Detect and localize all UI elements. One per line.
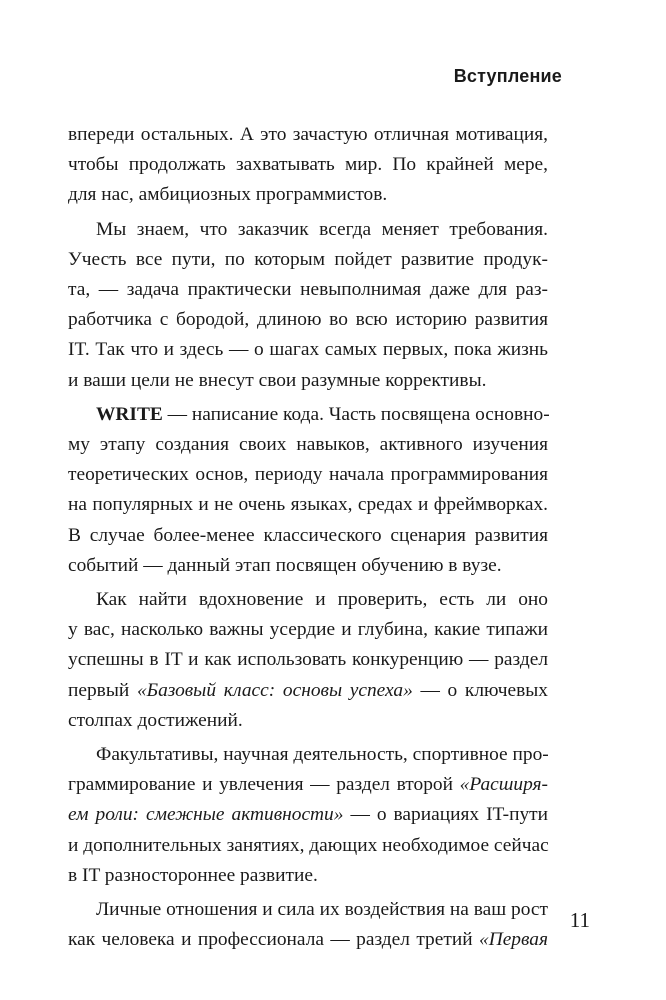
text-line: теоретических основ, периоду начала программирования xyxy=(68,464,548,486)
text-line xyxy=(68,800,548,830)
section-reference: «Расширя- xyxy=(459,774,548,796)
text-line: и ваши цели не внесут свои разумные коррективы. xyxy=(68,369,487,391)
paragraph xyxy=(68,400,548,581)
text-fragment: первый xyxy=(68,679,137,701)
text-line: Личные отношения и сила их воздействия на ваш рост xyxy=(96,899,548,921)
text-line: событий — данный этап посвящен обучению в вузе. xyxy=(68,554,502,576)
section-reference: ем роли: смежные активности» xyxy=(68,804,344,826)
text-line: в IT разностороннее развитие. xyxy=(68,864,318,886)
paragraph xyxy=(68,895,548,955)
text-line xyxy=(68,676,548,706)
body-text xyxy=(68,120,548,955)
section-reference: «Первая xyxy=(479,929,548,951)
text-line: Как найти вдохновение и проверить, есть ли оно xyxy=(96,589,548,611)
text-line: В случае более-менее классического сценария развития xyxy=(68,524,548,546)
text-line: успешны в IT и как использовать конкуренцию — раздел xyxy=(68,649,548,671)
bold-term: WRITE xyxy=(96,403,163,425)
text-line: та, — задача практически невыполнимая даже для раз- xyxy=(68,279,548,301)
text-line: чтобы продолжать захватывать мир. По крайней мере, xyxy=(68,154,548,176)
text-fragment: — написание кода. Часть посвящена основно- xyxy=(162,403,550,425)
text-line xyxy=(68,925,548,955)
paragraph xyxy=(68,585,548,736)
text-line: му этапу создания своих навыков, активного изучения xyxy=(68,434,548,456)
paragraph xyxy=(68,740,548,891)
text-fragment: граммирование и увлечения — раздел второй xyxy=(68,774,460,796)
text-line: у вас, насколько важны усердие и глубина, какие типажи xyxy=(68,619,548,641)
text-fragment: — о вариациях IT-пути xyxy=(343,804,548,826)
text-line: Учесть все пути, по которым пойдет развитие продук- xyxy=(68,248,548,270)
text-line xyxy=(68,400,548,430)
section-reference: «Базовый класс: основы успеха» xyxy=(136,679,413,701)
paragraph xyxy=(68,120,548,211)
text-line xyxy=(68,770,548,800)
text-line: впереди остальных. А это зачастую отличная мотивация, xyxy=(68,124,548,145)
text-line: столпах достижений. xyxy=(68,709,243,731)
text-fragment: как человека и профессионала — раздел третий xyxy=(68,929,479,951)
text-line: работчика с бородой, длиною во всю историю развития xyxy=(68,309,548,331)
text-fragment: — о ключевых xyxy=(412,679,548,701)
text-line: IT. Так что и здесь — о шагах самых первых, пока жизнь xyxy=(68,339,548,361)
running-header: Вступление xyxy=(453,66,562,86)
text-line: Мы знаем, что заказчик всегда меняет требования. xyxy=(96,218,548,240)
page-number: 11 xyxy=(569,908,590,932)
text-line: для нас, амбициозных программистов. xyxy=(68,184,388,206)
paragraph xyxy=(68,215,548,396)
text-line: и дополнительных занятиях, дающих необходимое сейчас xyxy=(68,834,549,856)
text-line: Факультативы, научная деятельность, спортивное про- xyxy=(96,744,549,766)
text-line: на популярных и не очень языках, средах и фреймворках. xyxy=(68,494,548,516)
